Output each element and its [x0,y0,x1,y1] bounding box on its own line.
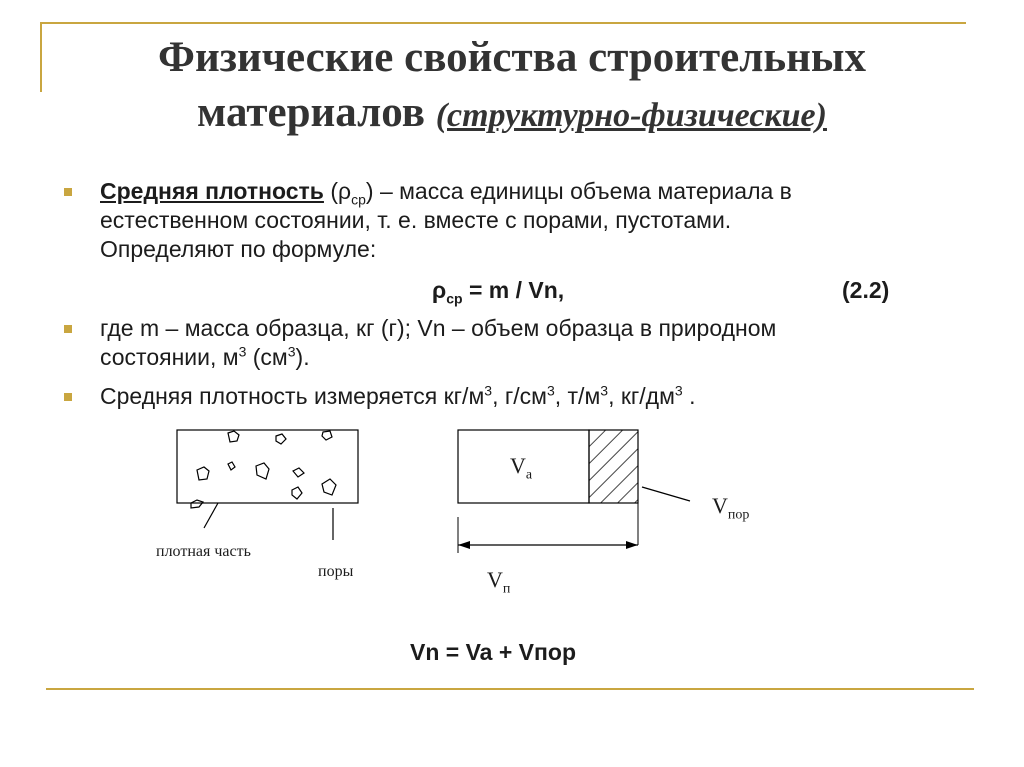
pore [292,487,302,499]
pore [228,462,235,470]
bullet-1-line-3: Определяют по формуле: [100,236,377,262]
title-subtitle: (структурно-физические) [435,97,827,134]
vpor-subscript: пор [727,507,750,523]
b3-sup-1: 3 [484,382,493,399]
label-vpor [712,493,750,523]
pore-shapes [191,431,336,508]
rho-symbol: (ρ [323,178,352,204]
label-solid-part: плотная часть [156,543,251,560]
va-letter: V [510,453,526,478]
title-line-2-text: материалов [197,89,425,136]
pore [228,431,239,442]
leader-line-vpor [642,487,690,501]
b2-text-a: состоянии, м [100,344,239,370]
pore [256,463,269,479]
b3-text-e: . [682,383,696,409]
title-line-1: Физические свойства строительных [158,34,866,81]
formula-subscript: ср [446,290,463,307]
vp-subscript: п [502,581,511,597]
bullet-1-rest: ) – масса единицы объема материала в [365,178,792,204]
b2-sup-1: 3 [238,343,247,360]
b3-sup-2: 3 [546,382,555,399]
pore [293,468,304,477]
b3-sup-3: 3 [600,382,609,399]
vp-letter: V [487,567,503,592]
volume-equation: Vn = Va + Vпор [410,639,577,665]
arrow-head-left [458,541,470,549]
b3-text-a: Средняя плотность измеряется кг/м [100,383,485,409]
pore [276,434,286,444]
label-vp [487,567,511,597]
bullet-2-line-1: где m – масса образца, кг (г); Vn – объем образца в природном [100,315,777,341]
b3-text-c: , т/м [554,383,601,409]
formula-rest: = m / Vn, [462,277,565,303]
b3-sup-4: 3 [674,382,683,399]
arrow-head-right [626,541,638,549]
b2-text-c: ). [295,344,310,370]
b3-text-b: , г/см [492,383,547,409]
vpor-letter: V [712,493,728,518]
pore [197,467,209,480]
leader-line-solid [204,503,218,528]
formula-rho: ρ [432,277,447,303]
b2-text-b: (см [246,344,288,370]
va-subscript: а [525,467,533,483]
term-average-density: Средняя плотность [100,178,324,204]
label-pores: поры [318,563,354,580]
bullet-1-line-2: естественном состоянии, т. е. вместе с порами, пустотами. [100,207,732,233]
pore [322,479,336,495]
pore-volume-rect [589,430,638,503]
rho-subscript: ср [351,191,366,208]
b3-text-d: , кг/дм [608,383,675,409]
pore [191,500,203,508]
b2-sup-2: 3 [287,343,296,360]
pore [322,431,332,440]
label-va [510,453,533,483]
formula-number: (2.2) [842,277,890,303]
